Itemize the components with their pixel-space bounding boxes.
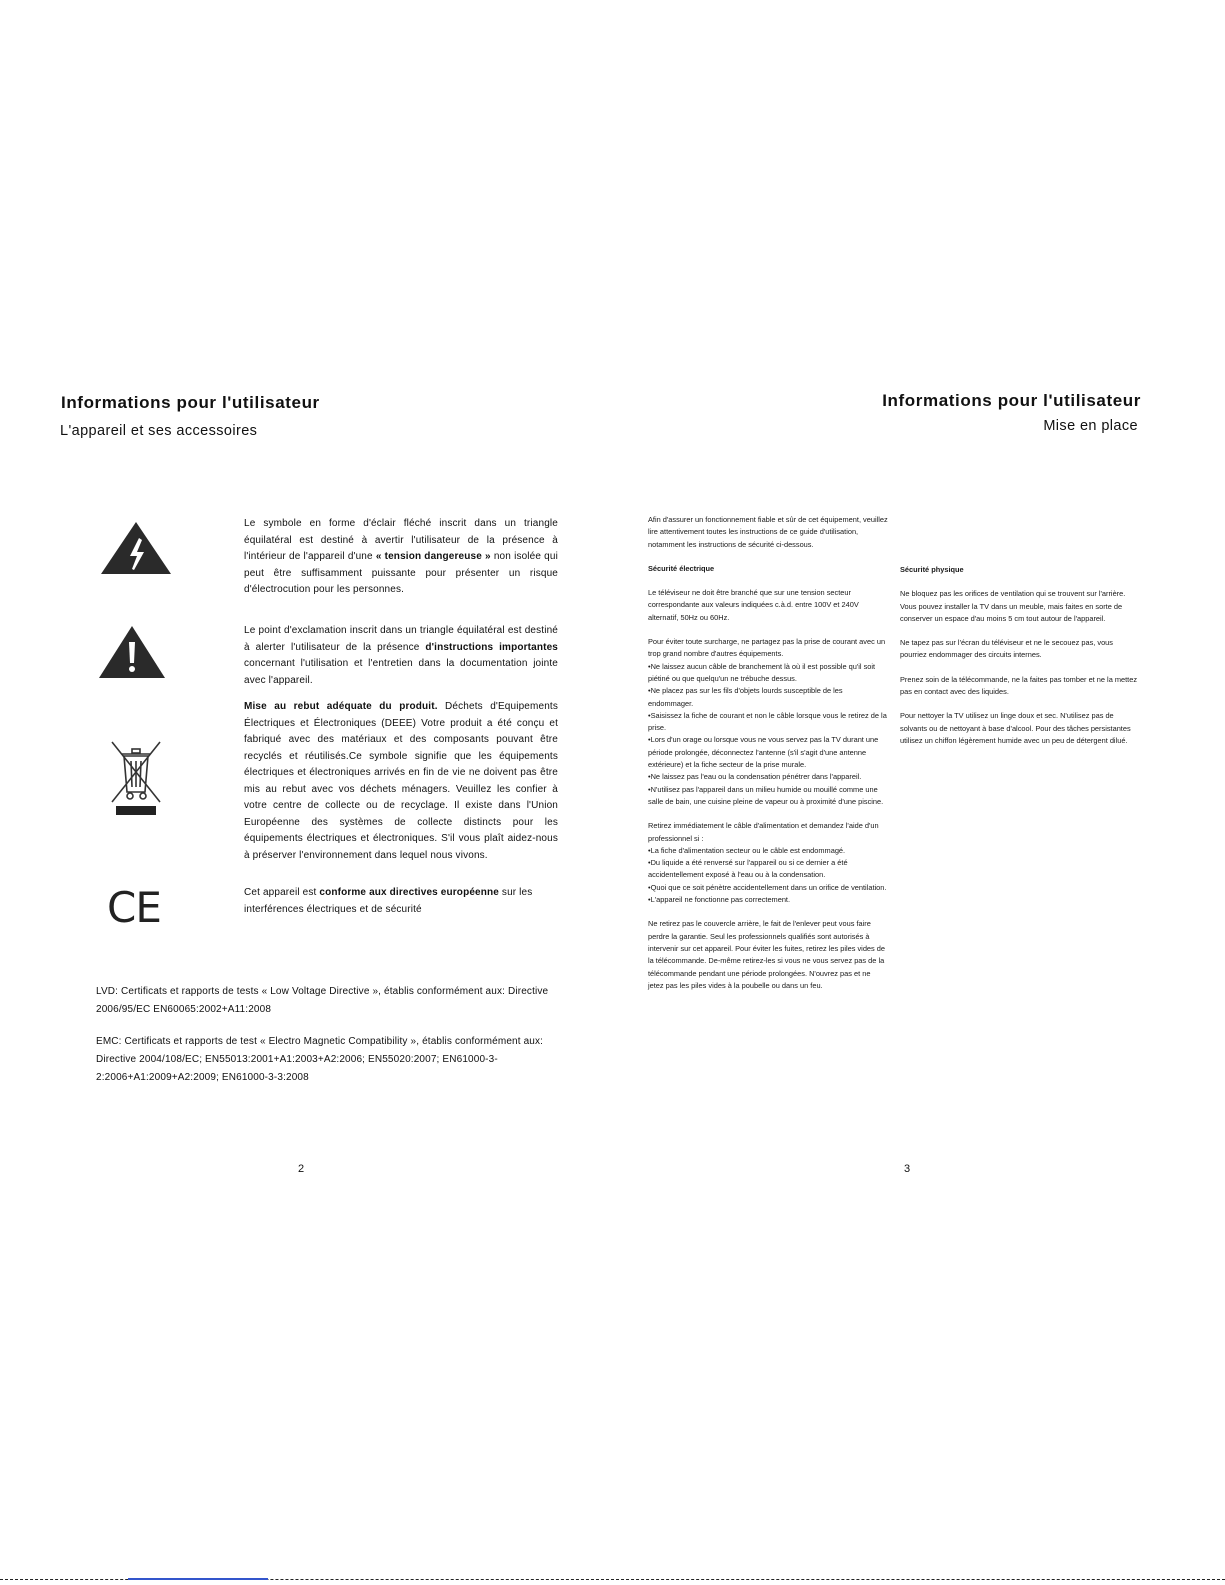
list-item: •Du liquide a été renversé sur l'appareil ou si ce dernier a été accidentellement exposé à l'eau ou à la condensation. — [648, 858, 848, 880]
physical-heading: Sécurité physique — [900, 565, 964, 574]
lightning-symbol-text: Le symbole en forme d'éclair fléché inscrit dans un triangle équilatéral est destiné à avertir l'utilisateur de la présence à l'intérieur de l'appareil d'une « tension dangereuse » non isolée qui peut être suffisamment puissante pour présenter un risque d'électrocution pour les personnes. — [244, 518, 558, 595]
left-page-subtitle: L'appareil et ses accessoires — [60, 423, 258, 439]
exclamation-warning-icon — [98, 625, 166, 679]
emc-certificate-text: EMC: Certificats et rapports de test « Electro Magnetic Compatibility », établis conformément aux: Directive 2004/108/EC; EN55013:2001+A1:2003+A2:2006; EN55020:2007; EN61000-3-2:2006+A1:2009+A2:2009; EN61000-3-3:2008 — [96, 1036, 544, 1083]
right-page-title: Informations pour l'utilisateur — [882, 391, 1141, 410]
right-page-number: 3 — [904, 1163, 911, 1175]
ce-mark-icon: CE — [107, 883, 161, 932]
physical-paragraph-2: Ne tapez pas sur l'écran du téléviseur et ne le secouez pas, vous pourriez endommager des circuits internes. — [900, 638, 1113, 660]
left-page-title: Informations pour l'utilisateur — [61, 393, 320, 412]
weee-symbol-text: Mise au rebut adéquate du produit. Déchets d'Equipements Électriques et Électroniques (DEEE) Votre produit a été conçu et fabriqué avec des matériaux et des composants pouvant être recyclés et réutilisés.Ce symbole signifie que les équipements électriques et électroniques arrivés en fin de vie ne doivent pas être mis au rebut avec vos déchets ménagers. Veuillez les confier à votre centre de collecte ou de recyclage. Il existe dans l'Union Européenne des systèmes de collecte distincts pour les équipements électriques et électroniques. S'il vous plaît aidez-nous à préserver l'environnement dans lequel nous vivons. — [244, 701, 558, 861]
electrical-heading: Sécurité électrique — [648, 563, 715, 573]
bottom-blue-underline — [128, 1578, 268, 1580]
lightning-warning-icon — [100, 521, 172, 575]
exclamation-symbol-text: Le point d'exclamation inscrit dans un triangle équilatéral est destiné à alerter l'utilisateur de la présence d'instructions importantes concernant l'utilisation et l'entretien dans la documentation jointe avec l'appareil. — [244, 625, 558, 686]
ce-symbol-text: Cet appareil est conforme aux directives européenne sur les interférences électriques et de sécurité — [244, 887, 533, 915]
electrical-paragraph-1: Le téléviseur ne doit être branché que sur une tension secteur correspondante aux valeurs indiquées c.à.d. entre 100V et 240V alternatif, 50Hz ou 60Hz. — [648, 588, 859, 622]
physical-paragraph-1: Ne bloquez pas les orifices de ventilation qui se trouvent sur l'arrière. Vous pouvez installer la TV dans un meuble, mais faites en sorte de conserver un espace d'au moins 5 cm tout autour de l'appareil. — [900, 589, 1126, 623]
lvd-certificate-text: LVD: Certificats et rapports de tests « Low Voltage Directive », établis conformément aux: Directive 2006/95/EC EN60065:2002+A11:2008 — [96, 986, 549, 1015]
physical-paragraph-4: Pour nettoyer la TV utilisez un linge doux et sec. N'utilisez pas de solvants ou de nettoyant à base d'alcool. Pour des tâches persistantes utilisez un chiffon légèrement humide avec un peu de détergent dilué. — [900, 711, 1131, 745]
list-item: •Ne placez pas sur les fils d'objets lourds susceptible de les endommager. — [648, 686, 843, 708]
intro-paragraph: Afin d'assurer un fonctionnement fiable et sûr de cet équipement, veuillez lire attentivement toutes les instructions de ce guide d'utilisation, notamment les instructions de sécurité ci-dessous. — [648, 515, 888, 549]
electrical-paragraph-3: Retirez immédiatement le câble d'alimentation et demandez l'aide d'un professionnel si : — [648, 821, 879, 843]
list-item: •Quoi que ce soit pénètre accidentellement dans un orifice de ventilation. — [648, 882, 887, 892]
electrical-column — [648, 514, 888, 992]
physical-column — [900, 564, 1138, 747]
list-item: •Saisissez la fiche de courant et non le câble lorsque vous le retirez de la prise. — [648, 710, 887, 733]
right-page-subtitle: Mise en place — [1043, 418, 1138, 434]
electrical-paragraph-2: Pour éviter toute surcharge, ne partagez pas la prise de courant avec un trop grand nombre d'autres équipements. — [648, 637, 886, 659]
left-page-number: 2 — [298, 1163, 305, 1175]
physical-paragraph-3: Prenez soin de la télécommande, ne la faites pas tomber et ne la mettez pas en contact avec des liquides. — [900, 674, 1138, 697]
list-item: •Lors d'un orage ou lorsque vous ne vous servez pas la TV durant une période prolongée, déconnectez l'antenne (s'il s'agit d'une antenne extérieure) et la fiche secteur de la prise murale. — [648, 735, 879, 770]
list-item: •L'appareil ne fonctionne pas correctement. — [648, 895, 791, 905]
list-item: •Ne laissez aucun câble de branchement là où il est possible qu'il soit piétiné ou que quelqu'un ne trébuche dessus. — [648, 661, 876, 683]
list-item: •N'utilisez pas l'appareil dans un milieu humide ou mouillé comme une salle de bain, une cuisine pleine de vapeur ou à proximité d'une piscine. — [648, 784, 884, 806]
electrical-paragraph-4: Ne retirez pas le couvercle arrière, le fait de l'enlever peut vous faire perdre la garantie. Seul les professionnels qualifiés sont autorisés à intervenir sur cet appareil. Pour éviter les fuites, retirez les piles vides de la télécommande. De-même retirez-les si vous ne vous servez pas de la télécommande pendant une période prolongées. N'ouvrez pas et ne jetez pas les piles vides à la poubelle ou dans un feu. — [648, 919, 886, 990]
list-item: •Ne laissez pas l'eau ou la condensation pénétrer dans l'appareil. — [648, 772, 862, 782]
list-item: •La fiche d'alimentation secteur ou le câble est endommagé. — [648, 845, 846, 855]
crossed-bin-icon — [108, 740, 164, 816]
